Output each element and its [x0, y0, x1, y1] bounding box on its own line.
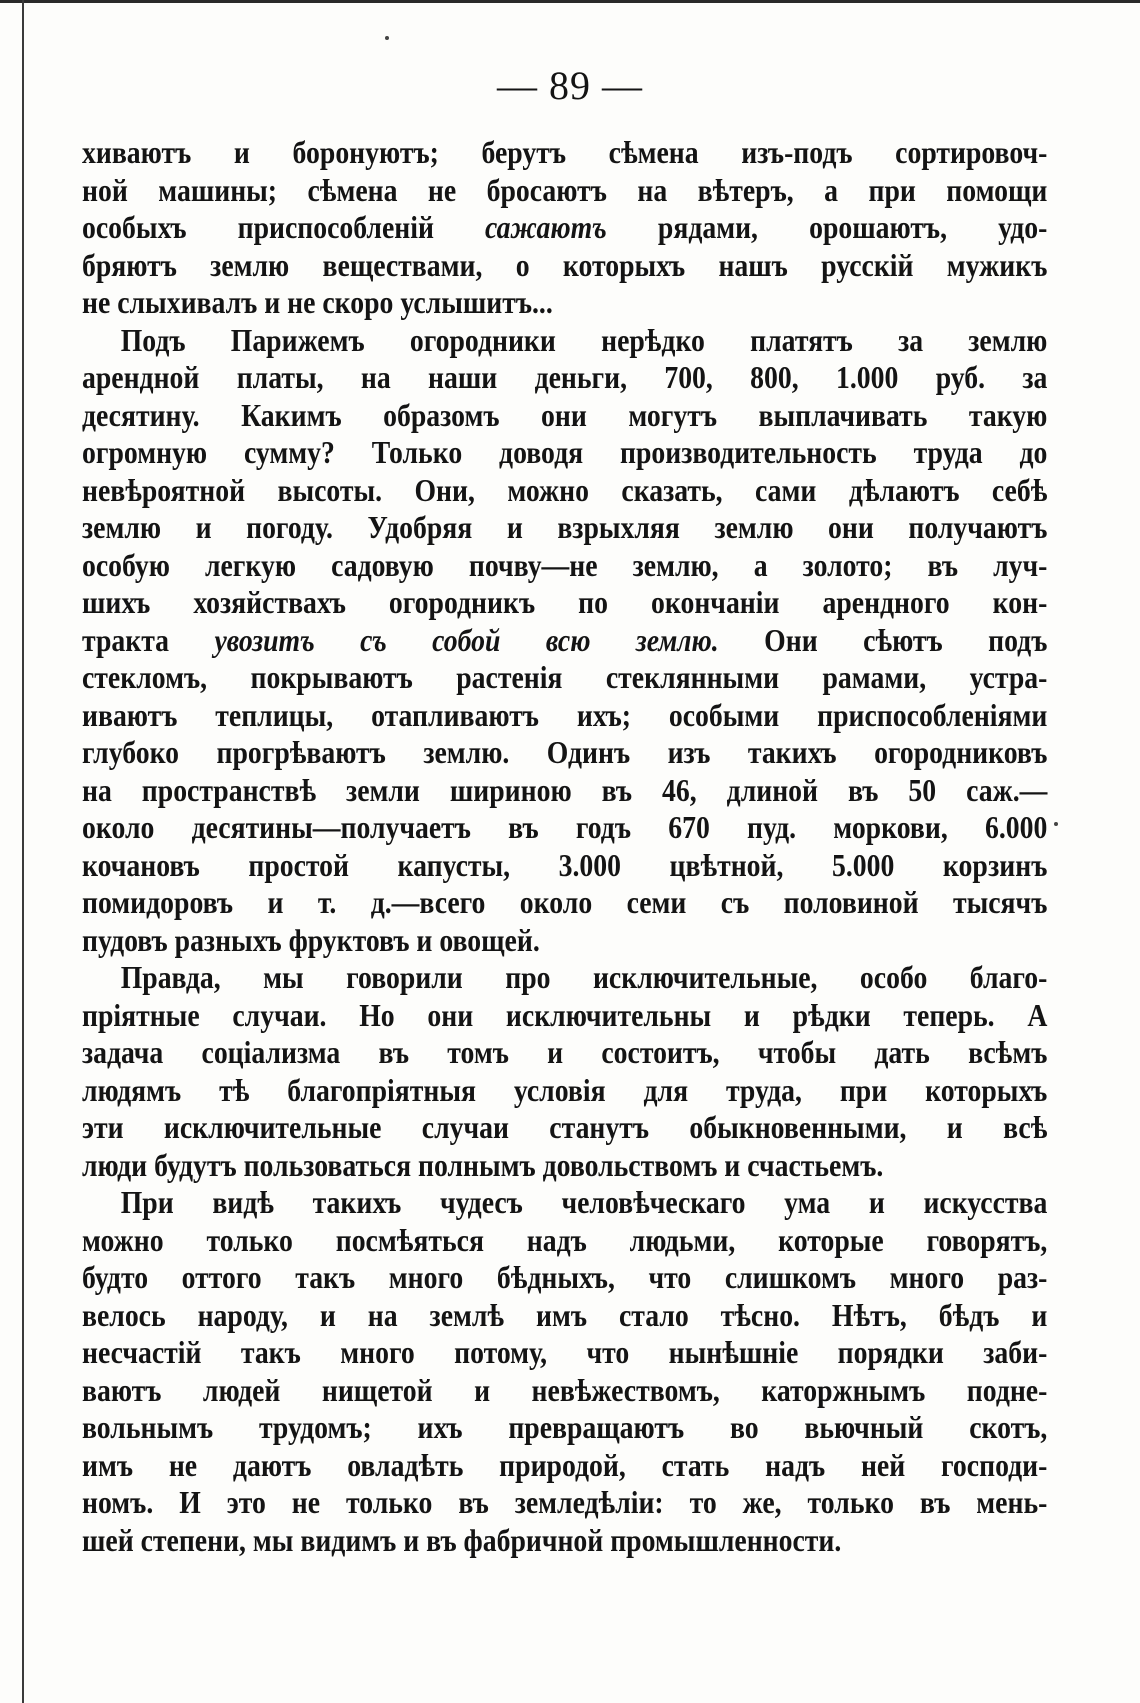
text-segment: будто оттого такъ много бѣдныхъ, что слишкомъ много раз-	[82, 1260, 1048, 1295]
text-segment: ваютъ людей нищетой и невѣжествомъ, каторжнымъ подне-	[82, 1372, 1048, 1408]
text-segment: невѣроятной высоты. Они, можно сказать, сами дѣлаютъ себѣ	[82, 472, 1048, 508]
text-line	[82, 284, 1047, 322]
text-segment: Правда, мы говорили про исключительные, особо благо-	[120, 960, 1048, 995]
text-segment: особыхъ приспособленій	[82, 210, 486, 245]
text-line	[82, 397, 1047, 435]
text-segment: тракта	[82, 622, 215, 658]
text-segment: не слыхивалъ и не скоро услышитъ...	[82, 285, 553, 320]
text-segment: Подъ Парижемъ огородники нерѣдко платятъ за землю	[120, 322, 1048, 358]
text-segment: бряютъ землю веществами, о которыхъ нашъ русскій мужикъ	[82, 247, 1048, 283]
text-line	[82, 809, 1047, 847]
text-segment: на пространствѣ земли шириною въ 46, длиной въ 50 саж.—	[82, 772, 1048, 808]
text-segment: особую легкую садовую почву—не землю, а золото; въ луч-	[82, 547, 1048, 583]
italic-text: сажаютъ	[485, 210, 607, 245]
text-segment: люди будутъ пользоваться полнымъ довольствомъ и счастьемъ.	[82, 1147, 884, 1183]
text-segment: десятину. Какимъ образомъ они могутъ выплачивать такую	[82, 397, 1048, 433]
text-segment: кочановъ простой капусты, 3.000 цвѣтной, 5.000 корзинъ	[82, 847, 1048, 883]
text-segment: несчастій такъ много потому, что нынѣшніе порядки заби-	[82, 1335, 1048, 1370]
text-line	[82, 1072, 1047, 1110]
text-line	[82, 1222, 1047, 1260]
text-line	[82, 509, 1047, 547]
text-segment: землю и погоду. Удобряя и взрыхляя землю они получаютъ	[82, 510, 1048, 545]
text-line	[82, 1297, 1047, 1335]
text-segment: пудовъ разныхъ фруктовъ и овощей.	[82, 922, 540, 958]
text-line	[82, 1147, 1047, 1185]
text-segment: шей степени, мы видимъ и въ фабричной промышленности.	[82, 1522, 842, 1558]
text-segment: арендной платы, на наши деньги, 700, 800, 1.000 руб. за	[82, 360, 1048, 395]
text-line	[82, 1034, 1047, 1072]
text-line	[82, 434, 1047, 472]
text-line	[82, 359, 1047, 397]
text-segment: При видѣ такихъ чудесъ человѣческаго ума и искусства	[120, 1185, 1048, 1220]
print-speck	[385, 36, 389, 40]
text-line	[82, 922, 1047, 960]
text-segment: хиваютъ и боронуютъ; берутъ сѣмена изъ-подъ сортировоч-	[82, 135, 1048, 170]
body-text	[82, 134, 1048, 1559]
text-segment: задача соціализма въ томъ и состоитъ, чтобы дать всѣмъ	[82, 1035, 1048, 1070]
text-line	[82, 734, 1047, 772]
text-line	[82, 247, 1047, 285]
text-line	[82, 322, 1047, 360]
text-segment: Они сѣютъ подъ	[718, 622, 1048, 658]
text-segment: огромную сумму? Только доводя производительность труда до	[82, 435, 1048, 470]
text-segment: номъ. И это не только въ земледѣліи: то же, только въ мень-	[82, 1485, 1048, 1520]
text-segment: вольнымъ трудомъ; ихъ превращаютъ во вьючный скотъ,	[82, 1410, 1048, 1445]
text-line	[82, 697, 1047, 735]
text-segment: можно только посмѣяться надъ людьми, которые говорятъ,	[82, 1222, 1048, 1258]
italic-text: увозитъ съ собой всю землю.	[214, 622, 719, 658]
print-speck	[1054, 822, 1058, 826]
text-line	[82, 134, 1047, 172]
text-line	[82, 1447, 1047, 1485]
text-line	[82, 209, 1047, 247]
text-segment: людямъ тѣ благопріятныя условія для труда, при которыхъ	[82, 1072, 1048, 1108]
page-number: — 89 —	[497, 63, 643, 108]
text-line	[82, 1259, 1047, 1297]
text-line	[82, 847, 1047, 885]
text-segment: пріятные случаи. Но они исключительны и рѣдки теперь. А	[82, 997, 1048, 1033]
text-segment: рядами, орошаютъ, удо-	[606, 210, 1048, 245]
text-line	[82, 584, 1047, 622]
text-segment: велось народу, и на землѣ имъ стало тѣсно. Нѣтъ, бѣдъ и	[82, 1297, 1048, 1333]
text-segment: шихъ хозяйствахъ огородникъ по окончаніи арендного кон-	[82, 585, 1048, 620]
scan-left-edge	[22, 0, 24, 1703]
text-segment: ной машины; сѣмена не бросаютъ на вѣтеръ, а при помощи	[82, 172, 1048, 208]
text-segment: около десятины—получаетъ въ годъ 670 пуд. моркови, 6.000	[82, 810, 1048, 845]
text-line	[82, 1372, 1047, 1410]
text-line	[82, 884, 1047, 922]
text-line	[82, 1109, 1047, 1147]
text-segment: стекломъ, покрываютъ растенія стеклянными рамами, устра-	[82, 660, 1048, 695]
text-line	[82, 547, 1047, 585]
text-segment: эти исключительные случаи станутъ обыкновенными, и всѣ	[82, 1110, 1048, 1145]
text-line	[82, 1409, 1047, 1447]
text-line	[82, 659, 1047, 697]
text-line	[82, 997, 1047, 1035]
text-line	[82, 172, 1047, 210]
scan-top-edge	[0, 0, 1140, 3]
text-segment: помидоровъ и т. д.—всего около семи съ половиной тысячъ	[82, 885, 1048, 920]
text-segment: имъ не даютъ овладѣть природой, стать надъ ней господи-	[82, 1447, 1048, 1483]
text-line	[82, 959, 1047, 997]
text-segment: иваютъ теплицы, отапливаютъ ихъ; особыми приспособленіями	[82, 697, 1048, 733]
text-line	[82, 1184, 1047, 1222]
text-line	[82, 472, 1047, 510]
text-segment: глубоко прогрѣваютъ землю. Одинъ изъ такихъ огородниковъ	[82, 735, 1048, 770]
text-line	[82, 1484, 1047, 1522]
text-line	[82, 622, 1047, 660]
text-line	[82, 772, 1047, 810]
text-line	[82, 1522, 1047, 1560]
text-line	[82, 1334, 1047, 1372]
